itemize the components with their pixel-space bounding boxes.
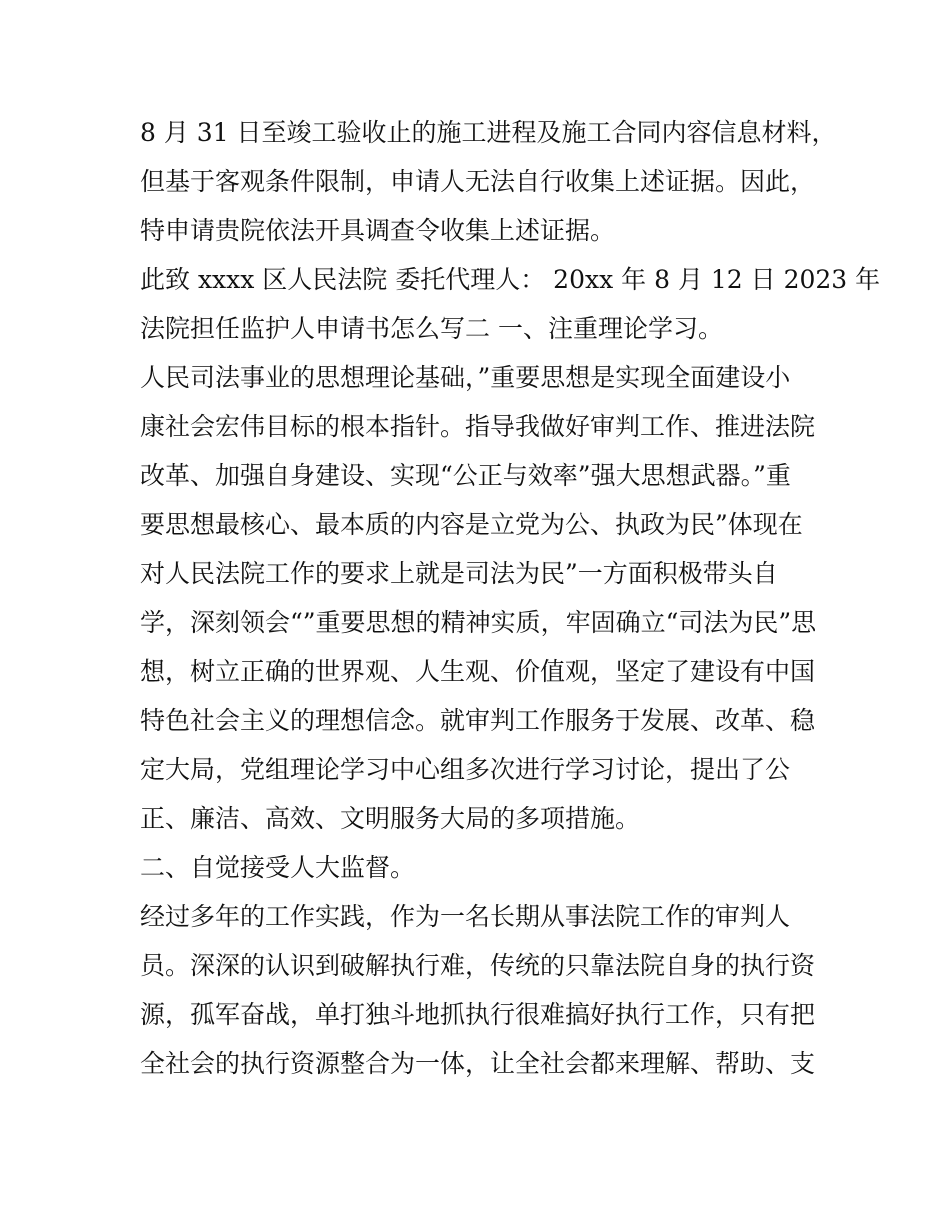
text-line: 要思想最核心、最本质的内容是立党为公、执政为民”体现在 [140,510,803,539]
text-line: 经过多年的工作实践，作为一名长期从事法院工作的审判人 [140,902,791,931]
text-line: 此致 xxxx 区人民法院 委托代理人： 20xx 年 8 月 12 日 2023 年 [140,265,881,294]
text-line: 特申请贵院依法开具调查令收集上述证据。 [140,216,616,245]
text-line: 人民司法事业的思想理论基础，”重要思想是实现全面建设小 [140,363,791,392]
text-line: 员。深深的认识到破解执行难，传统的只靠法院自身的执行资 [140,951,816,980]
text-line: 全社会的执行资源整合为一体，让全社会都来理解、帮助、支 [140,1049,816,1078]
text-line: 定大局，党组理论学习中心组多次进行学习讨论，提出了公 [140,755,791,784]
text-line: 特色社会主义的理想信念。就审判工作服务于发展、改革、稳 [140,706,816,735]
text-line: 想，树立正确的世界观、人生观、价值观，坚定了建设有中国 [140,657,816,686]
text-line: 正、廉洁、高效、文明服务大局的多项措施。 [140,804,641,833]
text-line: 改革、加强自身建设、实现“公正与效率”强大思想武器。”重 [140,461,791,490]
text-line: 对人民法院工作的要求上就是司法为民”一方面积极带头自 [140,559,778,588]
text-line: 源，孤军奋战，单打独斗地抓执行很难搞好执行工作，只有把 [140,1000,816,1029]
document-body [140,108,881,1088]
text-line: 但基于客观条件限制，申请人无法自行收集上述证据。因此， [140,167,816,196]
text-line: 学，深刻领会“”重要思想的精神实质，牢固确立“司法为民”思 [140,608,817,637]
text-line: 法院担任监护人申请书怎么写二 一、注重理论学习。 [140,314,723,343]
text-line: 8 月 31 日至竣工验收止的施工进程及施工合同内容信息材料， [140,118,837,147]
section-heading: 二、自觉接受人大监督。 [140,853,416,882]
text-line: 康社会宏伟目标的根本指针。指导我做好审判工作、推进法院 [140,412,816,441]
